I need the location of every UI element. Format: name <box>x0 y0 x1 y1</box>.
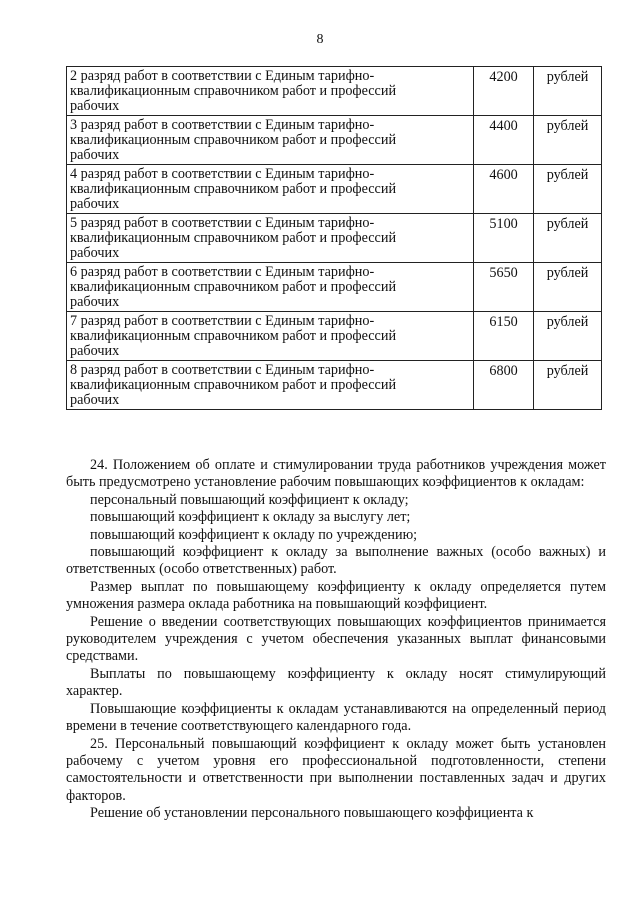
grade-description-line: квалификационным справочником работ и профессий <box>70 377 397 393</box>
paragraph-period: Повышающие коэффициенты к окладам устанавливаются на определенный период времени в течение соответствующего календарного года. <box>66 700 606 735</box>
coefficient-list-item: повышающий коэффициент к окладу по учреждению; <box>90 526 418 543</box>
grade-description-line: 4 разряд работ в соответствии с Единым тарифно- <box>70 166 375 182</box>
currency-unit: рублей <box>546 167 589 183</box>
grade-description-line: рабочих <box>70 294 120 310</box>
salary-table <box>66 66 602 410</box>
grade-description-cell <box>67 312 474 361</box>
grade-description-line: рабочих <box>70 343 120 359</box>
grade-description-cell <box>67 67 474 116</box>
table-row <box>67 67 602 116</box>
currency-unit: рублей <box>546 314 589 330</box>
currency-unit-cell <box>534 214 602 263</box>
currency-unit: рублей <box>546 265 589 281</box>
grade-description-cell <box>67 361 474 410</box>
paragraph-payment-size: Размер выплат по повышающему коэффициенту к окладу определяется путем умножения размера оклада работника на повышающий коэффициент. <box>66 578 606 613</box>
salary-value: 5650 <box>489 265 518 281</box>
grade-description-line: рабочих <box>70 147 120 163</box>
grade-description-line: рабочих <box>70 98 120 114</box>
salary-value: 5100 <box>489 216 518 232</box>
grade-description-line: 8 разряд работ в соответствии с Единым тарифно- <box>70 362 375 378</box>
salary-value: 6800 <box>489 363 518 379</box>
salary-value-cell <box>474 165 534 214</box>
table-row <box>67 263 602 312</box>
currency-unit: рублей <box>546 69 589 85</box>
grade-description-line: квалификационным справочником работ и профессий <box>70 132 397 148</box>
salary-value: 4400 <box>489 118 518 134</box>
grade-description-cell <box>67 116 474 165</box>
currency-unit-cell <box>534 67 602 116</box>
coefficient-list-item: повышающий коэффициент к окладу за выслугу лет; <box>90 509 411 526</box>
grade-description-line: 6 разряд работ в соответствии с Единым тарифно- <box>70 264 375 280</box>
grade-description-line: рабочих <box>70 245 120 261</box>
grade-description-line: 2 разряд работ в соответствии с Единым тарифно- <box>70 68 375 84</box>
grade-description-line: рабочих <box>70 392 120 408</box>
paragraph-decision: Решение о введении соответствующих повышающих коэффициентов принимается руководителем учреждения с учетом обеспечения указанных выплат финансовыми средствами. <box>66 613 606 665</box>
currency-unit-cell <box>534 312 602 361</box>
salary-value-cell <box>474 67 534 116</box>
table-row <box>67 361 602 410</box>
currency-unit-cell <box>534 116 602 165</box>
salary-value-cell <box>474 214 534 263</box>
grade-description-line: квалификационным справочником работ и профессий <box>70 328 397 344</box>
table-row <box>67 165 602 214</box>
paragraph-24: 24. Положением об оплате и стимулировании труда работников учреждения может быть предусмотрено установление рабочим повышающих коэффициентов к окладам: <box>66 457 606 491</box>
grade-description-cell <box>67 263 474 312</box>
salary-value-cell <box>474 361 534 410</box>
paragraph-last: Решение об установлении персонального повышающего коэффициента к <box>90 805 534 822</box>
grade-description-line: 3 разряд работ в соответствии с Единым тарифно- <box>70 117 375 133</box>
currency-unit: рублей <box>546 363 589 379</box>
coefficient-list-item: повышающий коэффициент к окладу за выполнение важных (особо важных) и ответственных (особо ответственных) работ. <box>66 544 606 578</box>
grade-description-line: квалификационным справочником работ и профессий <box>70 181 397 197</box>
salary-value: 6150 <box>489 314 518 330</box>
currency-unit-cell <box>534 165 602 214</box>
coefficient-list-item: персональный повышающий коэффициент к окладу; <box>90 491 409 508</box>
grade-description-line: 7 разряд работ в соответствии с Единым тарифно- <box>70 313 375 329</box>
salary-value: 4200 <box>489 69 518 85</box>
table-row <box>67 312 602 361</box>
grade-description-line: квалификационным справочником работ и профессий <box>70 230 397 246</box>
grade-description-cell <box>67 165 474 214</box>
salary-value-cell <box>474 116 534 165</box>
currency-unit: рублей <box>546 118 589 134</box>
salary-value-cell <box>474 312 534 361</box>
paragraph-25: 25. Персональный повышающий коэффициент к окладу может быть установлен рабочему с учетом уровня его профессиональной подготовленности, степени самостоятельности и ответственности при выполнении поставленных задач и других факторов. <box>66 735 606 804</box>
document-body <box>66 457 606 823</box>
currency-unit-cell <box>534 263 602 312</box>
salary-table-body <box>67 67 602 410</box>
salary-value: 4600 <box>489 167 518 183</box>
grade-description-line: 5 разряд работ в соответствии с Единым тарифно- <box>70 215 375 231</box>
page-number: 8 <box>316 32 324 47</box>
grade-description-line: рабочих <box>70 196 120 212</box>
grade-description-line: квалификационным справочником работ и профессий <box>70 83 397 99</box>
currency-unit-cell <box>534 361 602 410</box>
grade-description-cell <box>67 214 474 263</box>
grade-description-line: квалификационным справочником работ и профессий <box>70 279 397 295</box>
table-row <box>67 116 602 165</box>
paragraph-payments-nature: Выплаты по повышающему коэффициенту к окладу носят стимулирующий характер. <box>66 665 606 700</box>
currency-unit: рублей <box>546 216 589 232</box>
table-row <box>67 214 602 263</box>
salary-value-cell <box>474 263 534 312</box>
